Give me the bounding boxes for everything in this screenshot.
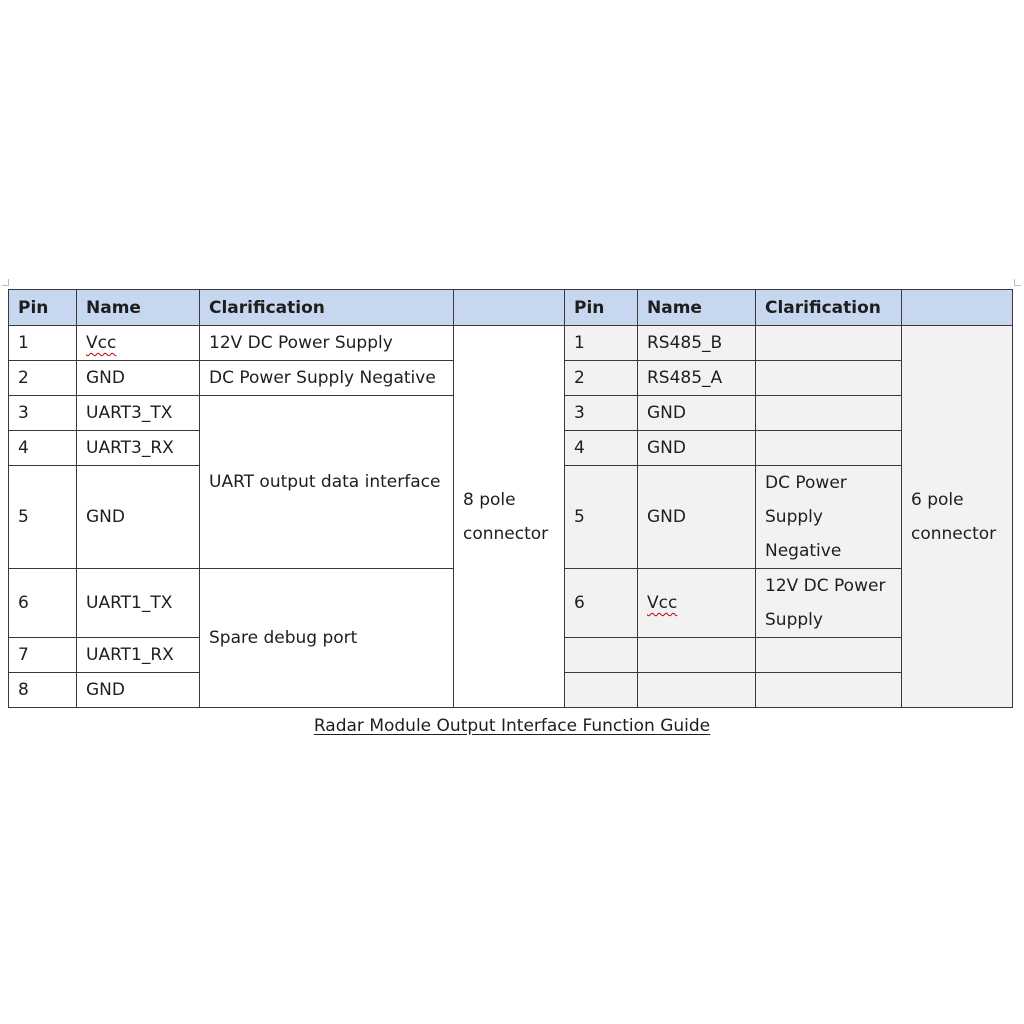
name-cell: UART3_TX bbox=[77, 396, 200, 431]
connector-line: connector bbox=[463, 523, 549, 544]
clarification-cell-right bbox=[756, 431, 902, 466]
clarification-cell-right bbox=[756, 638, 902, 673]
header-clarification: Clarification bbox=[200, 290, 454, 326]
pin-cell: 3 bbox=[9, 396, 77, 431]
clarification-cell: 12V DC Power Supply bbox=[200, 326, 454, 361]
header-pin-right: Pin bbox=[565, 290, 638, 326]
table-header-row bbox=[9, 290, 1013, 326]
pin-cell: 4 bbox=[9, 431, 77, 466]
name-cell: UART3_RX bbox=[77, 431, 200, 466]
header-blank bbox=[454, 290, 565, 326]
table-corner-mark-left bbox=[2, 279, 9, 286]
header-blank-right bbox=[902, 290, 1013, 326]
pin-cell-right: 6 bbox=[565, 569, 638, 638]
clarification-cell-debug: Spare debug port bbox=[200, 569, 454, 708]
pin-table bbox=[8, 289, 1013, 708]
pin-cell-right: 4 bbox=[565, 431, 638, 466]
clarification-line: 12V DC Power bbox=[765, 576, 886, 596]
pin-cell: 2 bbox=[9, 361, 77, 396]
header-pin: Pin bbox=[9, 290, 77, 326]
clarification-cell-right bbox=[756, 326, 902, 361]
name-cell-right: RS485_B bbox=[638, 326, 756, 361]
header-name: Name bbox=[77, 290, 200, 326]
name-cell-right: RS485_A bbox=[638, 361, 756, 396]
pin-cell: 5 bbox=[9, 466, 77, 569]
clarification-line: Negative bbox=[765, 541, 842, 561]
connector-line: connector bbox=[911, 523, 997, 544]
table-corner-mark-right bbox=[1014, 279, 1021, 286]
name-cell: GND bbox=[77, 466, 200, 569]
name-cell bbox=[77, 326, 200, 361]
header-name-right: Name bbox=[638, 290, 756, 326]
table-caption: Radar Module Output Interface Function Guide bbox=[313, 716, 711, 736]
clarification-cell-uart: UART output data interface bbox=[200, 396, 454, 569]
name-cell-right: GND bbox=[638, 431, 756, 466]
name-cell: UART1_RX bbox=[77, 638, 200, 673]
pin-cell-right bbox=[565, 673, 638, 708]
clarification-cell: DC Power Supply Negative bbox=[200, 361, 454, 396]
name-cell-right: GND bbox=[638, 466, 756, 569]
name-cell-right bbox=[638, 638, 756, 673]
clarification-cell-right bbox=[756, 396, 902, 431]
clarification-line: DC Power bbox=[765, 473, 847, 493]
clarification-cell-right bbox=[756, 361, 902, 396]
pin-cell-right bbox=[565, 638, 638, 673]
connector-cell-6-pole bbox=[902, 326, 1013, 708]
name-text: Vcc bbox=[86, 333, 117, 353]
name-cell: GND bbox=[77, 361, 200, 396]
clarification-line: Supply bbox=[765, 610, 823, 630]
pin-cell: 6 bbox=[9, 569, 77, 638]
name-cell: UART1_TX bbox=[77, 569, 200, 638]
pin-cell: 7 bbox=[9, 638, 77, 673]
pin-cell-right: 3 bbox=[565, 396, 638, 431]
connector-line: 8 pole bbox=[463, 489, 516, 510]
clarification-cell-right bbox=[756, 466, 902, 569]
connector-line: 6 pole bbox=[911, 489, 964, 510]
pin-cell: 1 bbox=[9, 326, 77, 361]
pin-cell: 8 bbox=[9, 673, 77, 708]
connector-cell-8-pole bbox=[454, 326, 565, 708]
name-text: Vcc bbox=[647, 593, 678, 613]
header-clarification-right: Clarification bbox=[756, 290, 902, 326]
clarification-cell-right bbox=[756, 673, 902, 708]
pin-cell-right: 2 bbox=[565, 361, 638, 396]
name-cell-right: GND bbox=[638, 396, 756, 431]
pin-cell-right: 5 bbox=[565, 466, 638, 569]
name-cell-right bbox=[638, 569, 756, 638]
table-row bbox=[9, 326, 1013, 361]
pin-cell-right: 1 bbox=[565, 326, 638, 361]
clarification-cell-right bbox=[756, 569, 902, 638]
clarification-line: Supply bbox=[765, 507, 823, 527]
name-cell-right bbox=[638, 673, 756, 708]
name-cell: GND bbox=[77, 673, 200, 708]
